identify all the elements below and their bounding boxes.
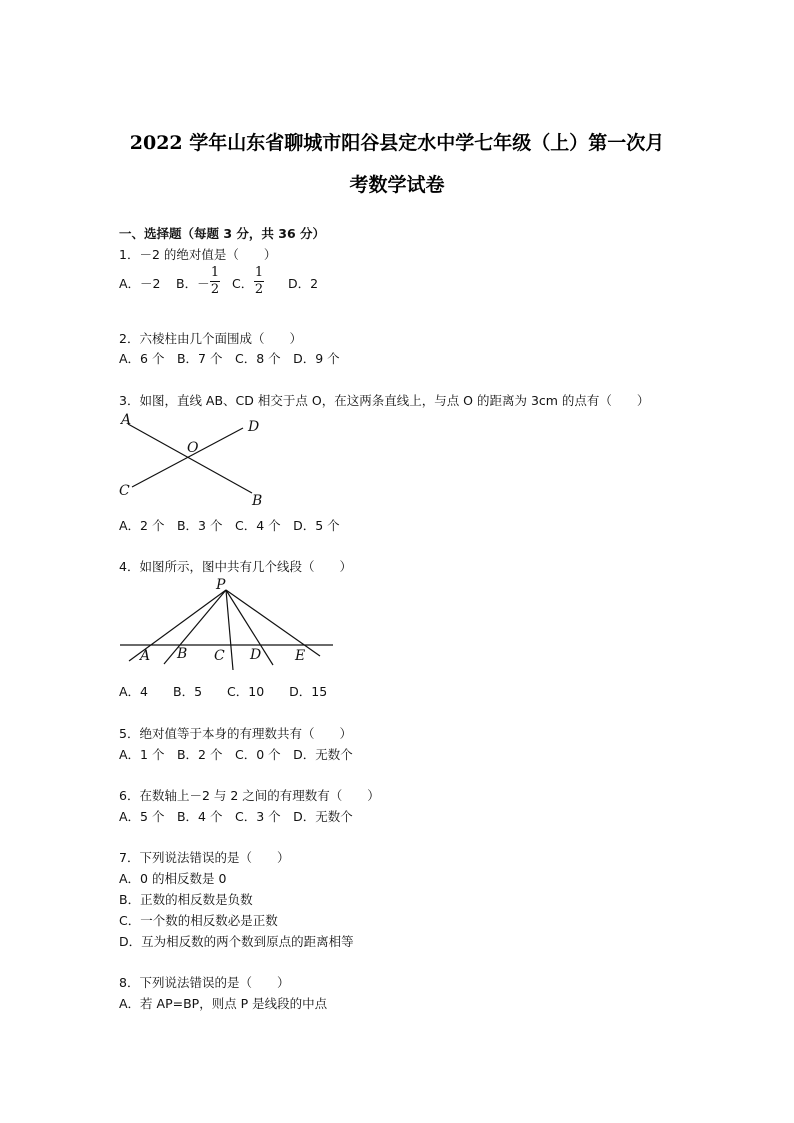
question-7-option-a: A．0 的相反数是 0 — [119, 871, 227, 886]
point-label-b: B — [177, 646, 188, 662]
fraction-denominator: 2 — [210, 282, 220, 297]
point-label-b: B — [252, 493, 263, 509]
fraction-denominator: 2 — [254, 282, 264, 297]
question-6-options: A．5 个 B．4 个 C．3 个 D．无数个 — [119, 809, 353, 824]
point-label-a: A — [121, 412, 132, 428]
exam-title-line-1: 2022 学年山东省聊城市阳谷县定水中学七年级（上）第一次月 — [129, 132, 665, 154]
point-label-d: D — [248, 419, 260, 435]
question-2-stem: 2．六棱柱由几个面围成（ ） — [119, 331, 302, 346]
segment-pc — [226, 590, 233, 670]
section-heading: 一、选择题（每题 3 分，共 36 分） — [119, 226, 326, 241]
point-label-d: D — [250, 647, 262, 663]
question-3-figure — [112, 410, 272, 510]
point-label-o: O — [187, 440, 199, 456]
question-7-option-c: C．一个数的相反数必是正数 — [119, 913, 278, 928]
question-5-stem: 5．绝对值等于本身的有理数共有（ ） — [119, 726, 352, 741]
question-3-options: A．2 个 B．3 个 C．4 个 D．5 个 — [119, 518, 340, 533]
question-1-option-a: A．－2 — [119, 276, 161, 291]
question-1-option-b-fraction — [210, 266, 220, 297]
question-7-stem: 7．下列说法错误的是（ ） — [119, 850, 290, 865]
question-4-figure — [115, 574, 340, 674]
question-6-stem: 6．在数轴上－2 与 2 之间的有理数有（ ） — [119, 788, 380, 803]
question-1-option-c-label: C． — [232, 276, 254, 291]
fraction-numerator: 1 — [210, 265, 220, 280]
fraction-numerator: 1 — [254, 265, 264, 280]
question-8-stem: 8．下列说法错误的是（ ） — [119, 975, 290, 990]
line-ab — [128, 424, 252, 493]
question-1-option-b-label: B．－ — [176, 276, 210, 291]
point-label-c: C — [119, 483, 130, 499]
point-label-c: C — [214, 648, 225, 664]
exam-title-line-2: 考数学试卷 — [349, 174, 445, 196]
question-1-option-c-fraction — [254, 266, 264, 297]
question-2-options: A．6 个 B．7 个 C．8 个 D．9 个 — [119, 351, 340, 366]
question-8-option-a: A．若 AP=BP，则点 P 是线段的中点 — [119, 996, 328, 1011]
segment-pe — [226, 590, 320, 656]
point-label-p: P — [216, 577, 226, 593]
question-7-option-b: B．正数的相反数是负数 — [119, 892, 253, 907]
question-1-stem: 1．－2 的绝对值是（ ） — [119, 247, 277, 262]
point-label-a: A — [140, 648, 151, 664]
question-1-option-d: D．2 — [288, 276, 319, 291]
point-label-e: E — [295, 648, 306, 664]
question-4-options: A．4 B．5 C．10 D．15 — [119, 684, 328, 699]
question-7-option-d: D．互为相反数的两个数到原点的距离相等 — [119, 934, 354, 949]
question-4-stem: 4．如图所示，图中共有几个线段（ ） — [119, 559, 352, 574]
question-3-stem: 3．如图，直线 AB、CD 相交于点 O，在这两条直线上，与点 O 的距离为 3cm 的点有（ ） — [119, 393, 650, 408]
question-5-options: A．1 个 B．2 个 C．0 个 D．无数个 — [119, 747, 353, 762]
